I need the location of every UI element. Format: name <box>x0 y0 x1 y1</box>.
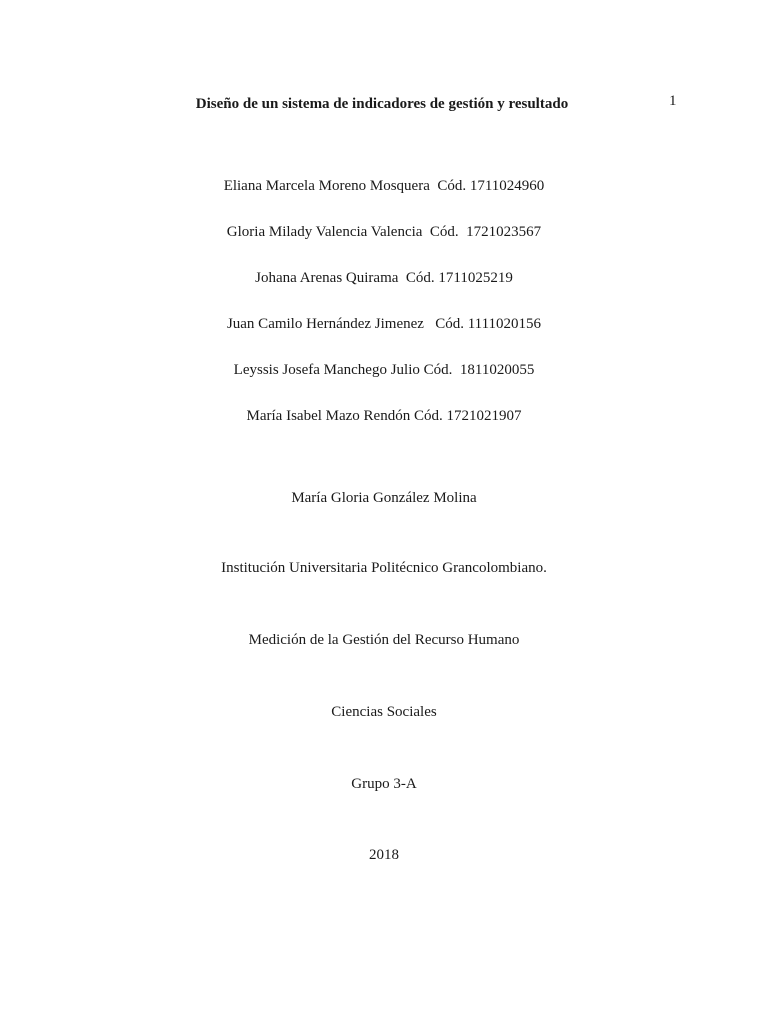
group-label: Grupo 3-A <box>351 776 417 792</box>
year-label: 2018 <box>369 847 399 863</box>
author-line: Eliana Marcela Moreno Mosquera Cód. 1711024960 <box>223 178 545 194</box>
course-name: Medición de la Gestión del Recurso Humano <box>248 632 520 648</box>
institution-name: Institución Universitaria Politécnico Grancolombiano. <box>221 560 547 576</box>
faculty-name: Ciencias Sociales <box>331 704 437 720</box>
author-line: Gloria Milady Valencia Valencia Cód. 1721023567 <box>226 224 542 240</box>
author-line: Johana Arenas Quirama Cód. 1711025219 <box>255 270 513 286</box>
author-line: Juan Camilo Hernández Jimenez Cód. 1111020156 <box>226 316 542 332</box>
page-number: 1 <box>669 93 677 109</box>
document-title: Diseño de un sistema de indicadores de gestión y resultado <box>195 96 569 112</box>
author-line: Leyssis Josefa Manchego Julio Cód. 1811020055 <box>233 362 535 378</box>
author-line: María Isabel Mazo Rendón Cód. 1721021907 <box>246 408 522 424</box>
advisor-name: María Gloria González Molina <box>291 490 477 506</box>
